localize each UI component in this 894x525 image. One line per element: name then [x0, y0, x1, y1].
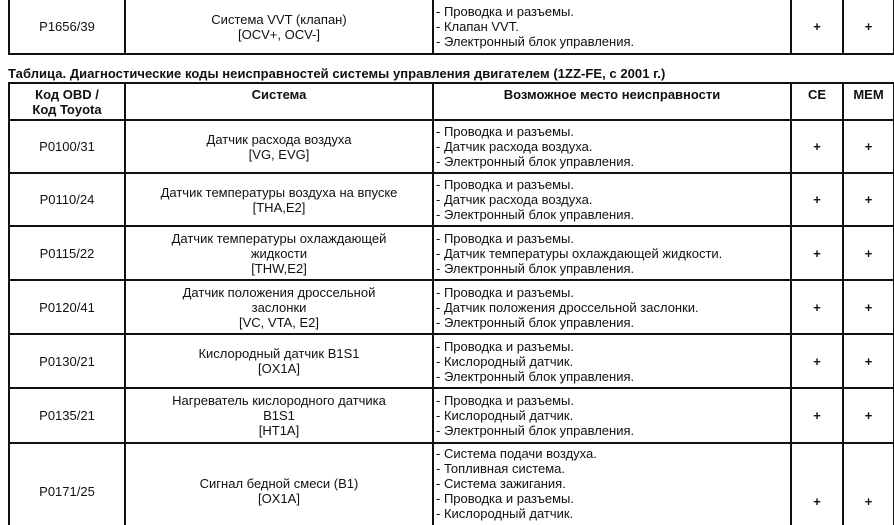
system-cell	[125, 226, 433, 280]
system-cell	[125, 120, 433, 173]
table-row	[9, 0, 894, 54]
system-line: [OCV+, OCV-]	[238, 26, 320, 42]
system-line: [OX1A]	[258, 361, 300, 376]
dtc-code: P0171/25	[9, 443, 125, 525]
dtc-code: P0100/31	[9, 120, 125, 173]
table-row	[9, 443, 894, 525]
location-line: - Электронный блок управления.	[436, 314, 635, 330]
table-row	[9, 388, 894, 443]
table-row	[9, 120, 894, 173]
system-line: Датчик температуры воздуха на впуске	[160, 184, 398, 200]
location-line: - Топливная система.	[436, 461, 566, 476]
location-line: - Электронный блок управления.	[436, 34, 635, 49]
location-cell	[433, 226, 791, 280]
header-ce: CE	[791, 83, 843, 120]
system-line: Кислородный датчик B1S1	[198, 346, 360, 361]
mem-flag: +	[843, 443, 894, 525]
location-line: - Электронный блок управления.	[436, 423, 635, 438]
mem-flag: +	[843, 0, 894, 54]
location-line: - Электронный блок управления.	[436, 207, 635, 222]
ce-flag: +	[791, 280, 843, 334]
location-line: - Проводка и разъемы.	[436, 177, 574, 192]
header-mem: MEM	[843, 83, 894, 120]
table-caption: Таблица. Диагностические коды неисправностей системы управления двигателем (1ZZ-FE, с 2001 г.)	[8, 66, 666, 81]
mem-flag: +	[843, 120, 894, 173]
table-row	[9, 334, 894, 388]
location-cell	[433, 334, 791, 388]
ce-flag: +	[791, 173, 843, 226]
location-cell	[433, 388, 791, 443]
dtc-table	[8, 82, 894, 525]
header-code	[9, 83, 125, 120]
location-cell	[433, 120, 791, 173]
dtc-code: P0130/21	[9, 334, 125, 388]
dtc-code: P1656/39	[9, 0, 125, 54]
system-line: жидкости	[250, 245, 308, 261]
system-line: B1S1	[263, 408, 295, 423]
location-cell	[433, 173, 791, 226]
location-line: - Система зажигания.	[436, 476, 566, 491]
header-system: Система	[125, 83, 433, 120]
system-line: [HT1A]	[258, 423, 300, 438]
location-line: - Кислородный датчик.	[436, 506, 574, 521]
header-row	[9, 83, 894, 120]
table-row	[9, 173, 894, 226]
system-line: Сигнал бедной смеси (B1)	[199, 476, 359, 491]
mem-flag: +	[843, 388, 894, 443]
location-line: - Проводка и разъемы.	[436, 124, 574, 139]
dtc-code: P0110/24	[9, 173, 125, 226]
dtc-code: P0120/41	[9, 280, 125, 334]
location-cell	[433, 443, 791, 525]
ce-flag: +	[791, 443, 843, 525]
table-row	[9, 280, 894, 334]
system-line: [VG, EVG]	[248, 146, 310, 162]
mem-flag: +	[843, 334, 894, 388]
system-cell	[125, 173, 433, 226]
system-line: Датчик расхода воздуха	[206, 131, 352, 147]
system-line: [THW,E2]	[251, 260, 307, 276]
mem-flag: +	[843, 173, 894, 226]
mem-flag: +	[843, 280, 894, 334]
system-line: Датчик положения дроссельной	[182, 284, 376, 300]
location-line: - Датчик расхода воздуха.	[436, 139, 593, 154]
ce-flag: +	[791, 226, 843, 280]
system-cell	[125, 280, 433, 334]
system-cell	[125, 443, 433, 525]
location-line: - Проводка и разъемы.	[436, 338, 574, 354]
table-row	[9, 226, 894, 280]
ce-flag: +	[791, 334, 843, 388]
location-cell	[433, 0, 791, 54]
header-line: Код OBD /	[35, 86, 99, 102]
location-line: - Система подачи воздуха.	[436, 446, 597, 461]
dtc-code: P0115/22	[9, 226, 125, 280]
ce-flag: +	[791, 120, 843, 173]
location-line: - Электронный блок управления.	[436, 154, 635, 169]
system-cell	[125, 0, 433, 54]
location-line: - Кислородный датчик.	[436, 408, 574, 423]
system-line: Система VVT (клапан)	[211, 11, 347, 27]
dtc-code: P0135/21	[9, 388, 125, 443]
location-line: - Проводка и разъемы.	[436, 393, 574, 408]
location-line: - Проводка и разъемы.	[436, 230, 574, 246]
location-line: - Проводка и разъемы.	[436, 491, 574, 506]
system-line: Датчик температуры охлаждающей	[171, 230, 387, 246]
system-line: [VC, VTA, E2]	[239, 314, 319, 330]
ce-flag: +	[791, 0, 843, 54]
location-line: - Проводка и разъемы.	[436, 4, 574, 19]
system-cell	[125, 334, 433, 388]
system-line: Нагреватель кислородного датчика	[172, 393, 386, 408]
system-cell	[125, 388, 433, 443]
location-line: - Датчик температуры охлаждающей жидкости.	[436, 245, 723, 261]
header-line: Код Toyota	[32, 101, 102, 117]
location-line: - Проводка и разъемы.	[436, 284, 574, 300]
location-line: - Электронный блок управления.	[436, 368, 635, 384]
mem-flag: +	[843, 226, 894, 280]
system-line: [THA,E2]	[252, 199, 306, 215]
system-line: заслонки	[251, 299, 307, 315]
location-line: - Датчик положения дроссельной заслонки.	[436, 299, 699, 315]
location-line: - Датчик расхода воздуха.	[436, 192, 593, 207]
location-line: - Клапан VVT.	[436, 19, 519, 34]
ce-flag: +	[791, 388, 843, 443]
header-location: Возможное место неисправности	[433, 83, 791, 120]
system-line: [OX1A]	[258, 491, 300, 506]
location-cell	[433, 280, 791, 334]
location-line: - Электронный блок управления.	[436, 260, 635, 276]
previous-table-fragment	[8, 0, 894, 55]
location-line: - Кислородный датчик.	[436, 353, 574, 369]
